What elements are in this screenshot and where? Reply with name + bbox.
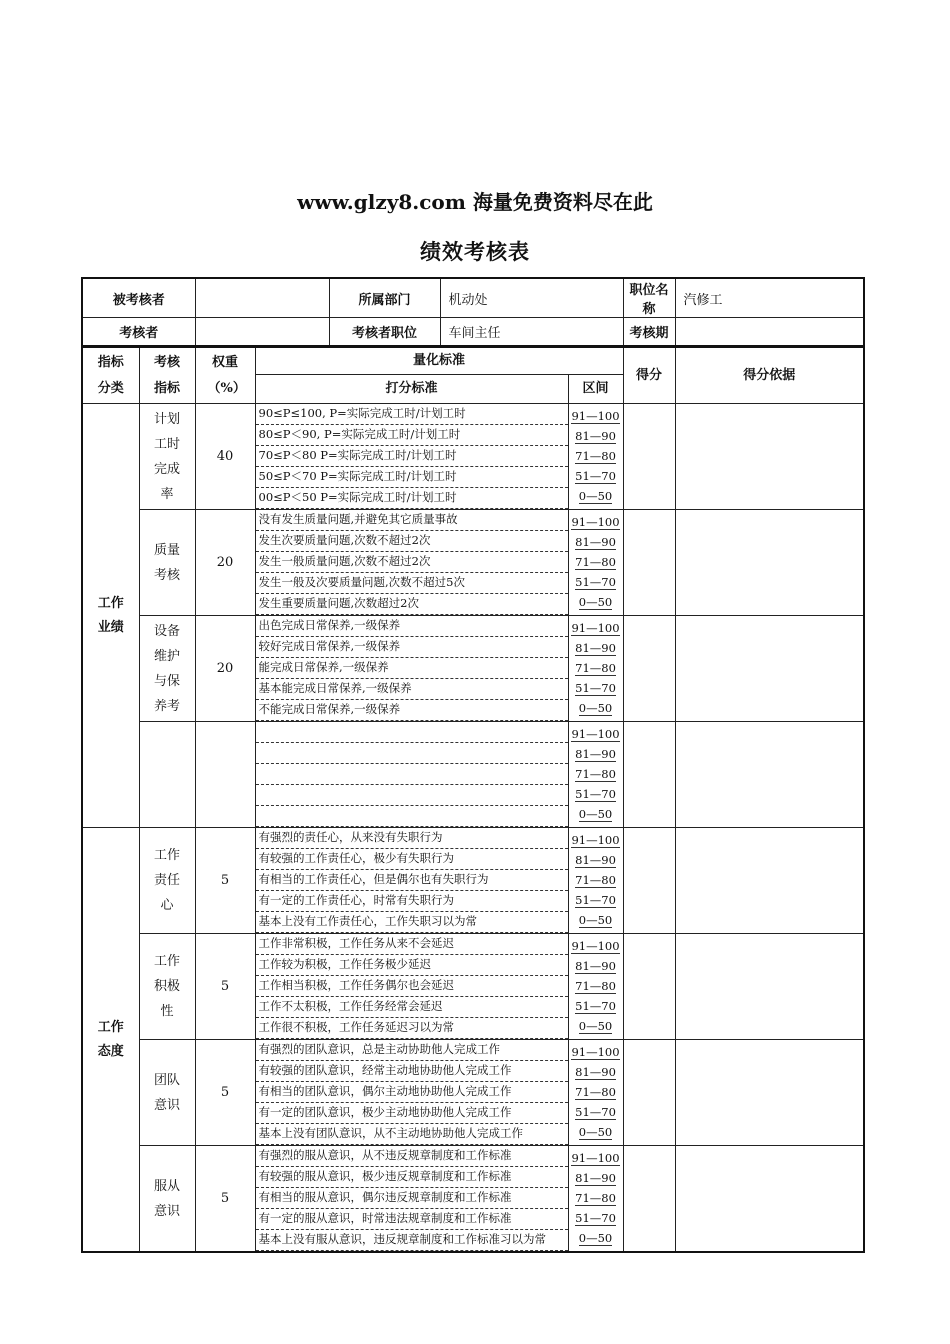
criteria-list bbox=[255, 616, 568, 722]
indicator-weight: 20 bbox=[195, 616, 255, 722]
indicator-row bbox=[82, 404, 864, 510]
score-cell[interactable] bbox=[623, 1146, 675, 1253]
criteria-line: 有一定的团队意识，极少主动地协助他人完成工作 bbox=[256, 1103, 568, 1124]
position-label: 职位名称 bbox=[623, 278, 675, 318]
basis-cell[interactable] bbox=[675, 1146, 864, 1253]
evaluatee-label: 被考核者 bbox=[82, 278, 195, 318]
range-value: 71—80 bbox=[575, 448, 616, 463]
criteria-line bbox=[256, 764, 568, 785]
range-list bbox=[568, 934, 623, 1040]
indicator-row bbox=[82, 1040, 864, 1146]
range-value: 91—100 bbox=[571, 408, 620, 423]
basis-cell[interactable] bbox=[675, 510, 864, 616]
criteria-line: 50≤P＜70 P=实际完成工时/计划工时 bbox=[256, 467, 568, 488]
criteria-line: 有较强的工作责任心，极少有失职行为 bbox=[256, 849, 568, 870]
range-list bbox=[568, 404, 623, 510]
range-value: 0—50 bbox=[578, 806, 613, 821]
indicator-name: 质量考核 bbox=[139, 510, 195, 616]
criteria-line: 基本上没有工作责任心，工作失职习以为常 bbox=[256, 912, 568, 933]
indicator-name: 计划工时完成率 bbox=[139, 404, 195, 510]
indicator-weight bbox=[195, 722, 255, 828]
criteria-line: 90≤P≤100, P=实际完成工时/计划工时 bbox=[256, 404, 568, 425]
score-cell[interactable] bbox=[623, 722, 675, 828]
indicator-name: 团队意识 bbox=[139, 1040, 195, 1146]
col-range: 区间 bbox=[568, 375, 623, 404]
criteria-list bbox=[255, 934, 568, 1040]
criteria-line: 有一定的服从意识，时常违法规章制度和工作标准 bbox=[256, 1209, 568, 1230]
basis-cell[interactable] bbox=[675, 828, 864, 934]
range-value: 91—100 bbox=[571, 1150, 620, 1165]
range-value: 0—50 bbox=[578, 1230, 613, 1245]
range-value: 0—50 bbox=[578, 594, 613, 609]
range-value: 0—50 bbox=[578, 488, 613, 503]
indicator-row bbox=[82, 1146, 864, 1253]
indicator-name: 设备维护与保养考 bbox=[139, 616, 195, 722]
dept-label: 所属部门 bbox=[329, 278, 440, 318]
col-indicator: 考核指标 bbox=[139, 347, 195, 404]
criteria-line: 有相当的工作责任心，但是偶尔也有失职行为 bbox=[256, 870, 568, 891]
indicator-weight: 5 bbox=[195, 828, 255, 934]
col-category: 指标分类 bbox=[82, 347, 139, 404]
period-field[interactable] bbox=[675, 318, 864, 347]
basis-cell[interactable] bbox=[675, 934, 864, 1040]
score-cell[interactable] bbox=[623, 510, 675, 616]
range-value: 0—50 bbox=[578, 912, 613, 927]
evaluator-pos-label: 考核者职位 bbox=[329, 318, 440, 347]
criteria-line: 发生重要质量问题,次数超过2次 bbox=[256, 594, 568, 615]
indicator-weight: 40 bbox=[195, 404, 255, 510]
criteria-list bbox=[255, 1040, 568, 1146]
column-header-row bbox=[82, 347, 864, 375]
range-value: 81—90 bbox=[575, 1170, 616, 1185]
criteria-line: 能完成日常保养,一级保养 bbox=[256, 658, 568, 679]
criteria-line: 有强烈的团队意识，总是主动协助他人完成工作 bbox=[256, 1040, 568, 1061]
range-value: 91—100 bbox=[571, 938, 620, 953]
range-value: 51—70 bbox=[575, 998, 616, 1013]
range-value: 81—90 bbox=[575, 746, 616, 761]
info-row-1 bbox=[82, 278, 864, 318]
range-value: 91—100 bbox=[571, 726, 620, 741]
range-list bbox=[568, 1040, 623, 1146]
indicator-row bbox=[82, 510, 864, 616]
criteria-line: 00≤P＜50 P=实际完成工时/计划工时 bbox=[256, 488, 568, 509]
range-value: 0—50 bbox=[578, 700, 613, 715]
criteria-line: 没有发生质量问题,并避免其它质量事故 bbox=[256, 510, 568, 531]
criteria-line: 有相当的团队意识，偶尔主动地协助他人完成工作 bbox=[256, 1082, 568, 1103]
criteria-line bbox=[256, 785, 568, 806]
indicator-row bbox=[82, 722, 864, 828]
category-performance: 工作业绩 bbox=[82, 404, 139, 828]
range-list bbox=[568, 616, 623, 722]
indicator-weight: 5 bbox=[195, 934, 255, 1040]
range-value: 0—50 bbox=[578, 1018, 613, 1033]
score-cell[interactable] bbox=[623, 828, 675, 934]
indicator-weight: 20 bbox=[195, 510, 255, 616]
range-value: 51—70 bbox=[575, 680, 616, 695]
indicator-row bbox=[82, 934, 864, 1040]
basis-cell[interactable] bbox=[675, 722, 864, 828]
criteria-line: 工作很不积极，工作任务延迟习以为常 bbox=[256, 1018, 568, 1039]
evaluation-form bbox=[81, 277, 865, 1253]
criteria-line: 有较强的团队意识，经常主动地协助他人完成工作 bbox=[256, 1061, 568, 1082]
evaluatee-field[interactable] bbox=[195, 278, 329, 318]
range-value: 71—80 bbox=[575, 554, 616, 569]
range-value: 81—90 bbox=[575, 640, 616, 655]
indicator-name bbox=[139, 722, 195, 828]
indicator-weight: 5 bbox=[195, 1040, 255, 1146]
info-row-2 bbox=[82, 318, 864, 347]
criteria-line: 工作非常积极，工作任务从来不会延迟 bbox=[256, 934, 568, 955]
indicator-name: 服从意识 bbox=[139, 1146, 195, 1253]
criteria-line: 较好完成日常保养,一级保养 bbox=[256, 637, 568, 658]
col-criteria: 打分标准 bbox=[255, 375, 568, 404]
indicator-name: 工作积极性 bbox=[139, 934, 195, 1040]
col-weight: 权重（%） bbox=[195, 347, 255, 404]
criteria-line: 有较强的服从意识，极少违反规章制度和工作标准 bbox=[256, 1167, 568, 1188]
range-value: 81—90 bbox=[575, 958, 616, 973]
evaluator-label: 考核者 bbox=[82, 318, 195, 347]
range-value: 81—90 bbox=[575, 428, 616, 443]
score-cell[interactable] bbox=[623, 1040, 675, 1146]
score-cell[interactable] bbox=[623, 404, 675, 510]
col-basis: 得分依据 bbox=[675, 347, 864, 404]
range-list bbox=[568, 1146, 623, 1253]
score-cell[interactable] bbox=[623, 616, 675, 722]
range-value: 51—70 bbox=[575, 1104, 616, 1119]
criteria-line: 不能完成日常保养,一级保养 bbox=[256, 700, 568, 721]
criteria-line: 工作较为积极，工作任务极少延迟 bbox=[256, 955, 568, 976]
col-standard: 量化标准 bbox=[255, 347, 623, 375]
col-score: 得分 bbox=[623, 347, 675, 404]
criteria-line bbox=[256, 722, 568, 743]
period-label: 考核期 bbox=[623, 318, 675, 347]
basis-cell[interactable] bbox=[675, 404, 864, 510]
range-value: 71—80 bbox=[575, 1190, 616, 1205]
range-value: 71—80 bbox=[575, 660, 616, 675]
range-value: 51—70 bbox=[575, 786, 616, 801]
range-value: 51—70 bbox=[575, 1210, 616, 1225]
criteria-list bbox=[255, 1146, 568, 1253]
indicator-name: 工作责任心 bbox=[139, 828, 195, 934]
position-field[interactable]: 汽修工 bbox=[675, 278, 864, 318]
criteria-list bbox=[255, 722, 568, 828]
criteria-line: 出色完成日常保养,一级保养 bbox=[256, 616, 568, 637]
range-value: 71—80 bbox=[575, 1084, 616, 1099]
range-value: 91—100 bbox=[571, 620, 620, 635]
category-attitude: 工作态度 bbox=[82, 828, 139, 1253]
range-value: 71—80 bbox=[575, 766, 616, 781]
score-cell[interactable] bbox=[623, 934, 675, 1040]
range-value: 81—90 bbox=[575, 1064, 616, 1079]
criteria-line: 有相当的服从意识，偶尔违反规章制度和工作标准 bbox=[256, 1188, 568, 1209]
basis-cell[interactable] bbox=[675, 1040, 864, 1146]
criteria-list bbox=[255, 404, 568, 510]
site-banner: www.glzy8.com 海量免费资料尽在此 bbox=[297, 190, 653, 214]
range-value: 71—80 bbox=[575, 978, 616, 993]
criteria-line: 70≤P＜80 P=实际完成工时/计划工时 bbox=[256, 446, 568, 467]
range-value: 0—50 bbox=[578, 1124, 613, 1139]
range-value: 91—100 bbox=[571, 1044, 620, 1059]
range-value: 71—80 bbox=[575, 872, 616, 887]
range-value: 51—70 bbox=[575, 574, 616, 589]
criteria-line: 工作不太积极，工作任务经常会延迟 bbox=[256, 997, 568, 1018]
page-title: 绩效考核表 bbox=[420, 239, 530, 264]
criteria-list bbox=[255, 828, 568, 934]
range-value: 91—100 bbox=[571, 832, 620, 847]
criteria-line: 有一定的工作责任心，时常有失职行为 bbox=[256, 891, 568, 912]
indicator-row bbox=[82, 828, 864, 934]
range-value: 91—100 bbox=[571, 514, 620, 529]
criteria-line: 工作相当积极，工作任务偶尔也会延迟 bbox=[256, 976, 568, 997]
range-list bbox=[568, 510, 623, 616]
criteria-line: 基本上没有团队意识，从不主动地协助他人完成工作 bbox=[256, 1124, 568, 1145]
range-value: 81—90 bbox=[575, 534, 616, 549]
range-list bbox=[568, 722, 623, 828]
evaluator-pos-field[interactable]: 车间主任 bbox=[440, 318, 623, 347]
criteria-list bbox=[255, 510, 568, 616]
criteria-line: 基本能完成日常保养,一级保养 bbox=[256, 679, 568, 700]
criteria-line: 发生一般质量问题,次数不超过2次 bbox=[256, 552, 568, 573]
criteria-line: 有强烈的服从意识，从不违反规章制度和工作标准 bbox=[256, 1146, 568, 1167]
indicator-row bbox=[82, 616, 864, 722]
range-value: 51—70 bbox=[575, 468, 616, 483]
range-value: 81—90 bbox=[575, 852, 616, 867]
dept-field[interactable]: 机动处 bbox=[440, 278, 623, 318]
basis-cell[interactable] bbox=[675, 616, 864, 722]
criteria-line: 发生一般及次要质量问题,次数不超过5次 bbox=[256, 573, 568, 594]
range-list bbox=[568, 828, 623, 934]
criteria-line: 基本上没有服从意识，违反规章制度和工作标准习以为常 bbox=[256, 1230, 568, 1251]
criteria-line: 80≤P＜90, P=实际完成工时/计划工时 bbox=[256, 425, 568, 446]
range-value: 51—70 bbox=[575, 892, 616, 907]
indicator-weight: 5 bbox=[195, 1146, 255, 1253]
criteria-line: 有强烈的责任心，从来没有失职行为 bbox=[256, 828, 568, 849]
criteria-line bbox=[256, 743, 568, 764]
criteria-line: 发生次要质量问题,次数不超过2次 bbox=[256, 531, 568, 552]
evaluator-field[interactable] bbox=[195, 318, 329, 347]
criteria-line bbox=[256, 806, 568, 827]
